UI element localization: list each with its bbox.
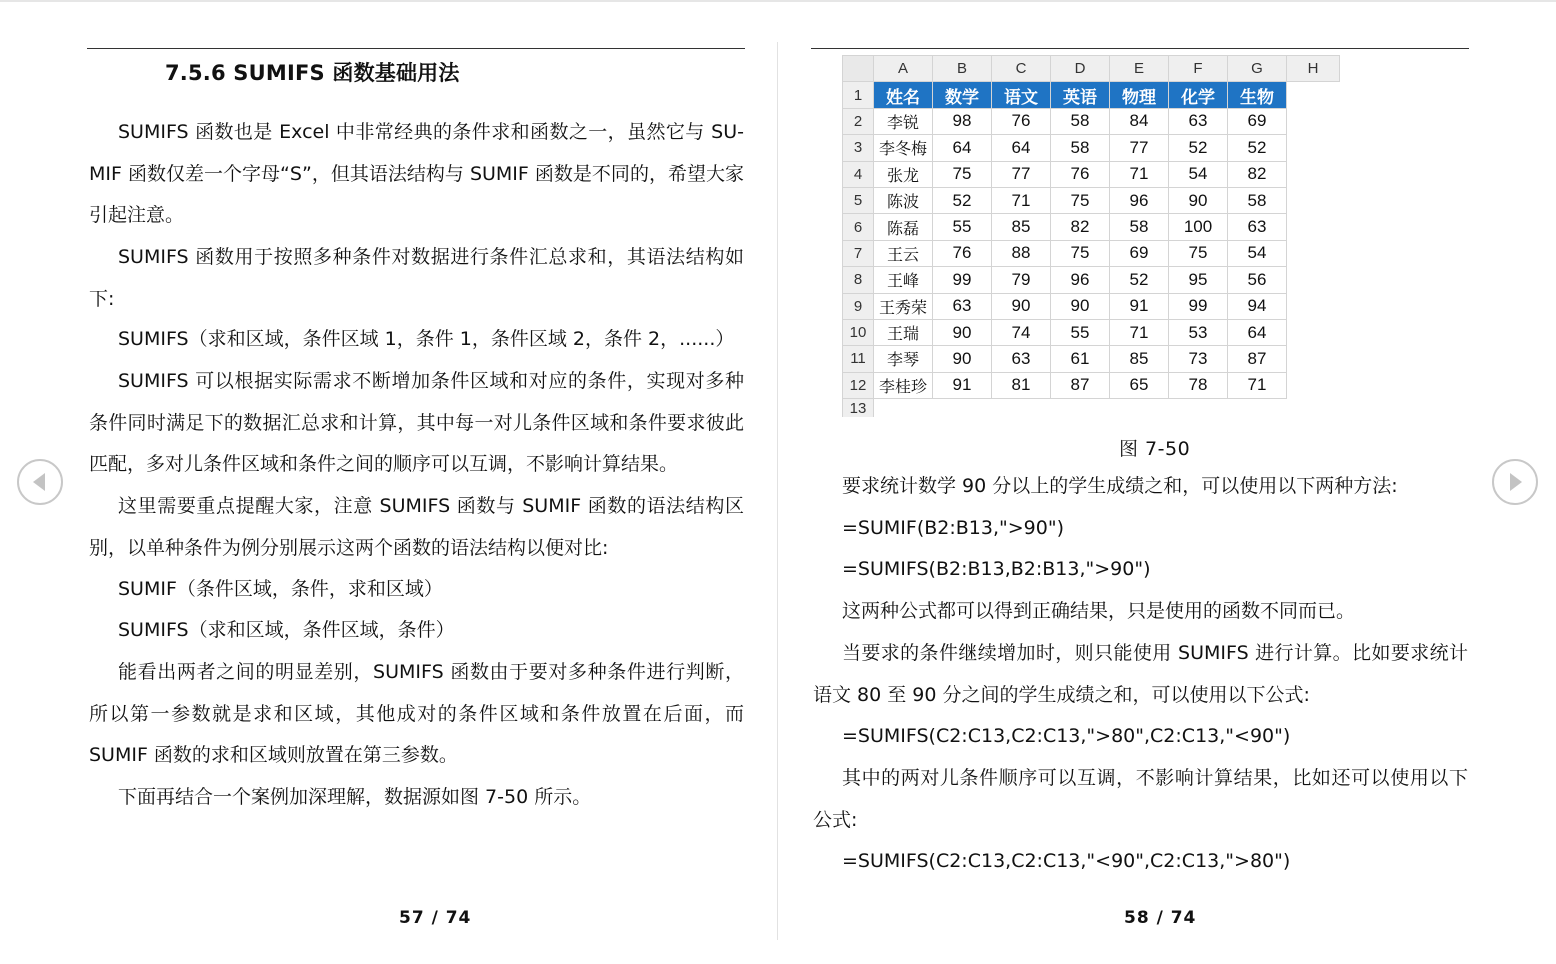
row-number: 7 <box>843 240 874 266</box>
table-row <box>843 161 1340 187</box>
score-cell: 69 <box>1228 108 1287 134</box>
score-cell: 52 <box>933 187 992 213</box>
name-cell: 陈磊 <box>874 214 933 240</box>
row-number: 6 <box>843 214 874 240</box>
score-cell: 90 <box>933 319 992 345</box>
score-cell: 75 <box>1169 240 1228 266</box>
score-cell: 63 <box>992 346 1051 372</box>
score-cell: 87 <box>1051 372 1110 398</box>
score-cell: 64 <box>933 135 992 161</box>
name-cell: 张龙 <box>874 161 933 187</box>
score-cell: 91 <box>1110 293 1169 319</box>
score-cell: 58 <box>1110 214 1169 240</box>
paragraph: 下面再结合一个案例加深理解，数据源如图 7-50 所示。 <box>118 786 592 808</box>
score-cell: 100 <box>1169 214 1228 240</box>
score-cell: 82 <box>1228 161 1287 187</box>
name-cell: 李桂珍 <box>874 372 933 398</box>
empty-cell <box>1287 135 1340 161</box>
column-letter: E <box>1110 56 1169 82</box>
score-cell: 64 <box>992 135 1051 161</box>
page-divider <box>777 42 778 940</box>
score-cell: 90 <box>992 293 1051 319</box>
score-cell: 65 <box>1110 372 1169 398</box>
score-cell: 96 <box>1051 267 1110 293</box>
paragraph: SUMIFS 函数也是 Excel 中非常经典的条件求和函数之一，虽然它与 SU-MIF 函数仅差一个字母“S”，但其语法结构与 SUMIF 函数是不同的，希望大家引起注意。 <box>89 121 744 226</box>
score-cell: 82 <box>1051 214 1110 240</box>
paragraph: 这里需要重点提醒大家，注意 SUMIFS 函数与 SUMIF 函数的语法结构区别，以单种条件为例分别展示这两个函数的语法结构以便对比: <box>89 495 744 559</box>
header-cell: 姓名 <box>874 82 933 108</box>
row-number: 4 <box>843 161 874 187</box>
page-number: 57 / 74 <box>399 908 472 928</box>
paragraph: SUMIFS 可以根据实际需求不断增加条件区域和对应的条件，实现对多种条件同时满足下的数据汇总求和计算，其中每一对儿条件区域和条件要求彼此匹配，多对儿条件区域和条件之间的顺序可以互调，不影响计算结果。 <box>89 370 744 475</box>
score-cell: 99 <box>933 267 992 293</box>
empty-cell <box>1287 187 1340 213</box>
row-number: 10 <box>843 319 874 345</box>
name-cell: 王峰 <box>874 267 933 293</box>
row-number: 12 <box>843 372 874 398</box>
name-cell: 李冬梅 <box>874 135 933 161</box>
column-letter: A <box>874 56 933 82</box>
select-all-corner <box>843 56 874 82</box>
empty-cell <box>1287 108 1340 134</box>
paragraph: 能看出两者之间的明显差别，SUMIFS 函数由于要对多种条件进行判断，所以第一参数就是求和区域，其他成对的条件区域和条件放置在后面，而SUMIF 函数的求和区域则放置在第三参数。 <box>89 661 744 766</box>
chevron-right-icon <box>1494 461 1536 503</box>
score-cell: 69 <box>1110 240 1169 266</box>
score-cell: 85 <box>992 214 1051 240</box>
table-row <box>843 267 1340 293</box>
spreadsheet-figure <box>842 55 1340 417</box>
score-cell: 96 <box>1110 187 1169 213</box>
table-row <box>843 293 1340 319</box>
score-cell: 88 <box>992 240 1051 266</box>
paragraph: 其中的两对儿条件顺序可以互调，不影响计算结果，比如还可以使用以下公式: <box>813 767 1468 831</box>
score-cell: 91 <box>933 372 992 398</box>
empty-cell <box>1287 346 1340 372</box>
column-letter: F <box>1169 56 1228 82</box>
syntax-line: SUMIFS（求和区域，条件区域 1，条件 1，条件区域 2，条件 2，......） <box>118 328 735 350</box>
paragraph: SUMIFS 函数用于按照多种条件对数据进行条件汇总求和，其语法结构如下: <box>89 246 744 310</box>
score-cell: 71 <box>1110 319 1169 345</box>
prev-page-button[interactable] <box>17 459 63 505</box>
empty-cell <box>1287 82 1340 108</box>
column-letter: C <box>992 56 1051 82</box>
header-cell: 英语 <box>1051 82 1110 108</box>
table-row <box>843 346 1340 372</box>
empty-cell <box>1287 161 1340 187</box>
header-cell: 生物 <box>1228 82 1287 108</box>
header-cell: 数学 <box>933 82 992 108</box>
formula-line: =SUMIFS(B2:B13,B2:B13,">90") <box>842 558 1151 580</box>
score-cell: 58 <box>1051 135 1110 161</box>
score-cell: 94 <box>1228 293 1287 319</box>
name-cell: 陈波 <box>874 187 933 213</box>
score-cell: 90 <box>1051 293 1110 319</box>
header-cell: 语文 <box>992 82 1051 108</box>
header-rule <box>87 48 745 49</box>
row-number: 8 <box>843 267 874 293</box>
score-cell: 53 <box>1169 319 1228 345</box>
score-cell: 58 <box>1051 108 1110 134</box>
row-number: 11 <box>843 346 874 372</box>
column-letter: B <box>933 56 992 82</box>
score-cell: 52 <box>1169 135 1228 161</box>
column-header-row <box>843 56 1340 82</box>
score-cell: 71 <box>992 187 1051 213</box>
score-cell: 95 <box>1169 267 1228 293</box>
score-cell: 74 <box>992 319 1051 345</box>
page-number: 58 / 74 <box>1124 908 1197 928</box>
score-cell: 79 <box>992 267 1051 293</box>
score-cell: 98 <box>933 108 992 134</box>
score-cell: 63 <box>933 293 992 319</box>
table-row <box>843 399 1340 418</box>
score-cell: 84 <box>1110 108 1169 134</box>
table-header-row <box>843 82 1340 108</box>
score-cell: 99 <box>1169 293 1228 319</box>
header-rule <box>811 48 1469 49</box>
score-cell: 90 <box>1169 187 1228 213</box>
name-cell: 李琴 <box>874 346 933 372</box>
score-cell: 76 <box>1051 161 1110 187</box>
empty-cell <box>1287 267 1340 293</box>
name-cell: 王瑞 <box>874 319 933 345</box>
score-cell: 75 <box>933 161 992 187</box>
formula-line: =SUMIF(B2:B13,">90") <box>842 517 1064 539</box>
score-cell: 52 <box>1228 135 1287 161</box>
name-cell: 王秀荣 <box>874 293 933 319</box>
row-number: 2 <box>843 108 874 134</box>
score-cell: 56 <box>1228 267 1287 293</box>
table-row <box>843 240 1340 266</box>
row-number: 3 <box>843 135 874 161</box>
syntax-line: SUMIF（条件区域，条件，求和区域） <box>118 578 443 600</box>
table-row <box>843 135 1340 161</box>
score-cell: 52 <box>1110 267 1169 293</box>
table-row <box>843 214 1340 240</box>
empty-cell <box>1287 372 1340 398</box>
row-number: 1 <box>843 82 874 108</box>
empty-cell <box>1287 240 1340 266</box>
table-row <box>843 187 1340 213</box>
score-cell: 64 <box>1228 319 1287 345</box>
score-cell: 87 <box>1228 346 1287 372</box>
score-cell: 71 <box>1228 372 1287 398</box>
section-heading: 7.5.6 SUMIFS 函数基础用法 <box>165 61 460 85</box>
score-cell: 71 <box>1110 161 1169 187</box>
score-cell: 61 <box>1051 346 1110 372</box>
syntax-line: SUMIFS（求和区域，条件区域，条件） <box>118 619 455 641</box>
paragraph: 当要求的条件继续增加时，则只能使用 SUMIFS 进行计算。比如要求统计语文 80 至 90 分之间的学生成绩之和，可以使用以下公式: <box>813 642 1468 706</box>
column-letter: D <box>1051 56 1110 82</box>
score-cell: 77 <box>992 161 1051 187</box>
row-number: 9 <box>843 293 874 319</box>
score-cell: 54 <box>1228 240 1287 266</box>
row-number: 13 <box>843 399 874 418</box>
figure-caption: 图 7-50 <box>1119 438 1191 460</box>
score-cell: 75 <box>1051 240 1110 266</box>
header-cell: 物理 <box>1110 82 1169 108</box>
table-row <box>843 372 1340 398</box>
column-letter: H <box>1287 56 1340 82</box>
column-letter: G <box>1228 56 1287 82</box>
table-row <box>843 319 1340 345</box>
score-cell: 55 <box>1051 319 1110 345</box>
header-cell: 化学 <box>1169 82 1228 108</box>
empty-cell <box>1287 214 1340 240</box>
score-cell: 75 <box>1051 187 1110 213</box>
next-page-button[interactable] <box>1492 459 1538 505</box>
chevron-left-icon <box>19 461 61 503</box>
score-cell: 55 <box>933 214 992 240</box>
score-cell: 73 <box>1169 346 1228 372</box>
score-cell: 90 <box>933 346 992 372</box>
score-cell: 63 <box>1169 108 1228 134</box>
score-cell: 78 <box>1169 372 1228 398</box>
score-cell: 81 <box>992 372 1051 398</box>
score-cell: 63 <box>1228 214 1287 240</box>
score-cell: 58 <box>1228 187 1287 213</box>
empty-cell <box>1287 293 1340 319</box>
name-cell: 李锐 <box>874 108 933 134</box>
score-cell: 54 <box>1169 161 1228 187</box>
table-row <box>843 108 1340 134</box>
paragraph: 要求统计数学 90 分以上的学生成绩之和，可以使用以下两种方法: <box>842 475 1398 497</box>
score-cell: 85 <box>1110 346 1169 372</box>
formula-line: =SUMIFS(C2:C13,C2:C13,">80",C2:C13,"<90") <box>842 725 1291 747</box>
score-cell: 77 <box>1110 135 1169 161</box>
score-cell: 76 <box>992 108 1051 134</box>
formula-line: =SUMIFS(C2:C13,C2:C13,"<90",C2:C13,">80") <box>842 850 1291 872</box>
name-cell: 王云 <box>874 240 933 266</box>
empty-cell <box>1287 319 1340 345</box>
paragraph: 这两种公式都可以得到正确结果，只是使用的函数不同而已。 <box>842 600 1356 622</box>
row-number: 5 <box>843 187 874 213</box>
score-cell: 76 <box>933 240 992 266</box>
